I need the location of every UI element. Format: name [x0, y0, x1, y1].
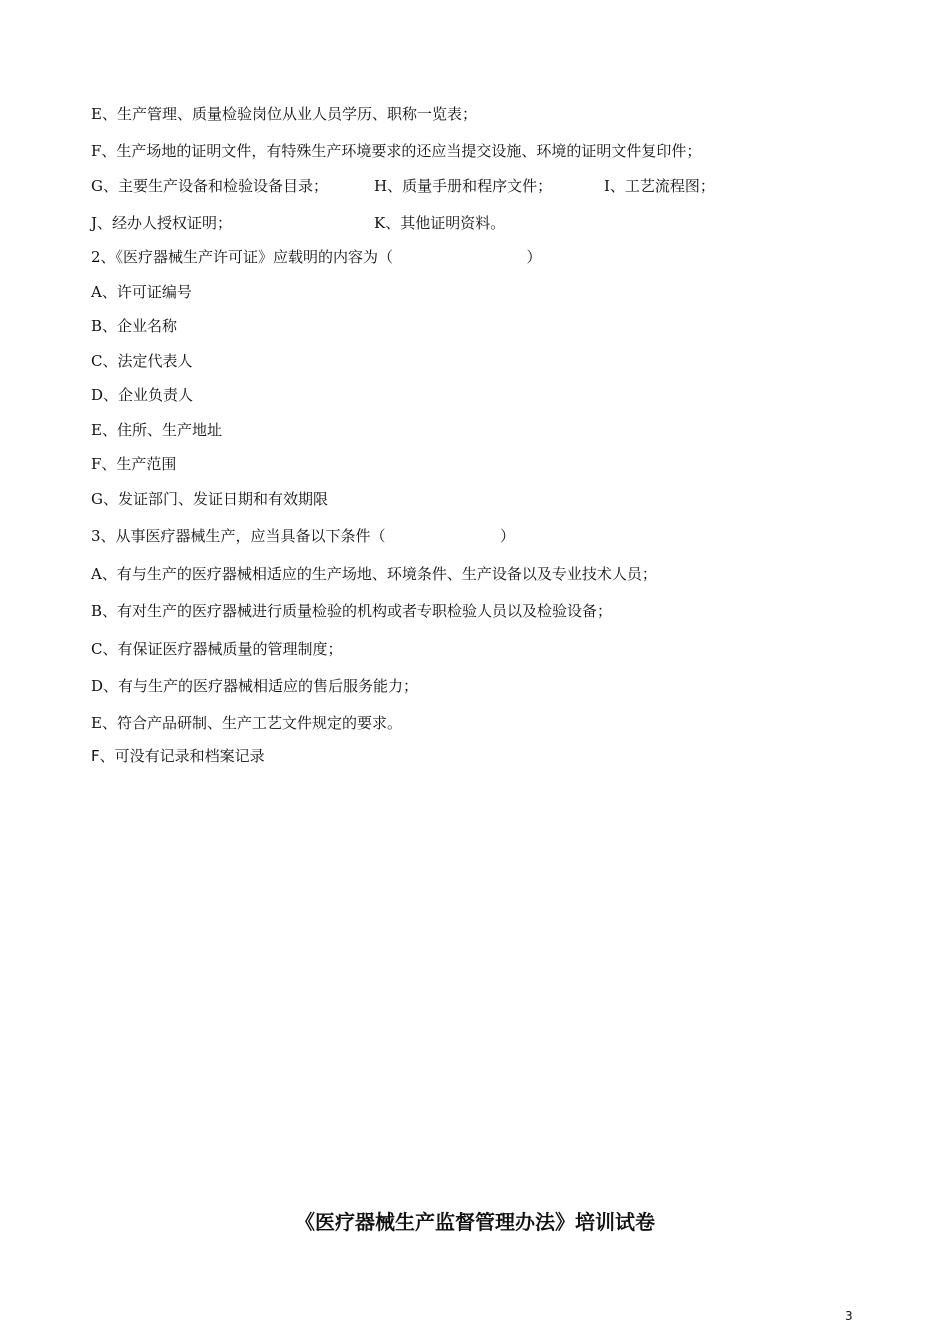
question-3-option-b: B、有对生产的医疗器械进行质量检验的机构或者专职检验人员以及检验设备；: [91, 602, 613, 620]
item-e-personnel-list: E、生产管理、质量检验岗位从业人员学历、职称一览表；: [91, 105, 477, 123]
item-j-authorization: J、经办人授权证明；: [91, 214, 233, 232]
question-3-option-a: A、有与生产的医疗器械相适应的生产场地、环境条件、生产设备以及专业技术人员；: [91, 565, 657, 583]
item-g-equipment-list: G、主要生产设备和检验设备目录；: [91, 177, 328, 195]
item-f-site-documents: F、生产场地的证明文件，有特殊生产环境要求的还应当提交设施、环境的证明文件复印件；: [91, 142, 702, 160]
question-2: 2、《医疗器械生产许可证》应载明的内容为（ ）: [91, 248, 542, 266]
question-3-option-e: E、符合产品研制、生产工艺文件规定的要求。: [91, 714, 402, 732]
question-3-option-d: D、有与生产的医疗器械相适应的售后服务能力；: [91, 677, 419, 695]
question-3-option-f: F、可没有记录和档案记录: [91, 747, 265, 765]
question-3-option-c: C、有保证医疗器械质量的管理制度；: [91, 640, 343, 658]
question-2-option-a: A、许可证编号: [91, 283, 192, 301]
question-2-option-g: G、发证部门、发证日期和有效期限: [91, 490, 328, 508]
question-2-option-d: D、企业负责人: [91, 386, 194, 404]
exam-title: 《医疗器械生产监督管理办法》培训试卷: [295, 1210, 655, 1234]
item-i-process-flow: I、工艺流程图；: [604, 177, 715, 195]
items-j-k-row: [91, 213, 691, 233]
question-2-option-c: C、法定代表人: [91, 352, 193, 370]
item-h-quality-manual: H、质量手册和程序文件；: [374, 177, 553, 195]
question-3: 3、从事医疗器械生产，应当具备以下条件（ ）: [91, 527, 515, 545]
question-2-option-b: B、企业名称: [91, 317, 178, 335]
question-2-option-e: E、住所、生产地址: [91, 421, 222, 439]
page-number: 3: [845, 1309, 853, 1323]
item-k-other-documents: K、其他证明资料。: [374, 214, 506, 232]
items-g-h-i-row: [91, 176, 771, 196]
question-2-option-f: F、生产范围: [91, 455, 177, 473]
